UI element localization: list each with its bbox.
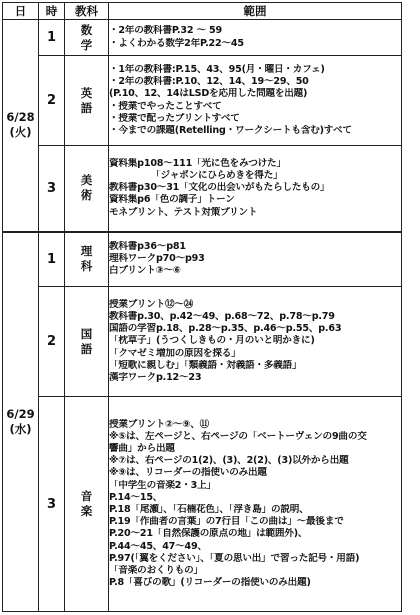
subject-label: 国語 [80,326,93,356]
header-subject: 教科 [65,3,109,20]
table-row [3,287,402,397]
period-cell: 2 [39,287,65,397]
exam-scope-table [2,2,402,612]
period-cell: 2 [39,56,65,146]
table-row [3,397,402,612]
scope-line: ※⑦は、右ページの1(2)、(3)、2(2)、(3)以外から出題 [109,455,349,467]
header-scope: 範囲 [109,3,402,20]
scope-line: P.19「作曲者の言葉」の7行目「この曲は」～最後まで [109,516,344,528]
scope-line: 理科ワークp70～p93 [109,253,205,265]
subject-cell-music [65,397,109,612]
scope-line: P.20～21「自然保護の原点の地」は範囲外)、 [109,528,308,540]
table-row [3,20,402,56]
scope-line: ・2年の教科書:P.10、12、14、19～29、50 [109,76,309,88]
scope-line: ・2年の教科書P.32 ～ 59 [109,25,222,37]
scope-line: 教科書p.30、p.42～49、p.68～72、p.78～p.79 [109,310,335,322]
subject-label: 数学 [80,22,93,52]
subject-cell-math [65,20,109,56]
scope-line: ※⑤は、左ページと、右ページの「ベートーヴェンの9曲の交 [109,430,367,442]
scope-line: 教科書p36～p81 [109,240,186,252]
scope-line: 授業プリント⑫～㉔ [109,298,194,310]
scope-line: P.8「喜びの歌」(リコーダーの指使いのみ出題) [109,577,311,589]
header-row [3,3,402,20]
header-period: 時 [39,3,65,20]
scope-cell [109,146,402,232]
table-row [3,232,402,287]
scope-cell [109,397,402,612]
scope-line: (P.10、12、14はLSDを応用した問題を出題) [109,88,308,100]
scope-line: 「枕草子」(うつくしきもの・月のいと明かきに) [109,335,315,347]
scope-line: P.14～15、 [109,491,163,503]
scope-line: ・授業でやったことすべて [109,100,222,112]
scope-cell [109,20,402,56]
scope-line: 「音楽のおくりもの」 [109,565,203,577]
scope-line: 漢字ワークp.12～23 [109,372,202,383]
scope-line: ・1年の教科書:P.15、43、95(月・曜日・カフェ) [109,63,325,75]
schedule-body [3,20,402,612]
scope-line: ・授業で配ったプリントすべて [109,112,240,124]
scope-line: 資料集p6「色の調子」トーン [109,194,235,206]
scope-line: 教科書p30～31「文化の出会いがもたらしたもの」 [109,182,330,194]
table-row [3,146,402,232]
scope-line: 「短歌に親しむ」「類義語・対義語・多義語」 [109,359,302,371]
period-cell: 1 [39,232,65,287]
scope-line: P.18「尾瀬」、「石楠花色」、「浮き島」の説明、 [109,504,309,515]
scope-line: 「中学生の音楽2・3上」 [109,479,216,491]
scope-line: ※⑨は、リコーダーの指使いのみ出題 [109,467,267,479]
scope-line: 響曲」から出題 [109,442,175,454]
scope-line: 「クマゼミ増加の原因を探る」 [109,347,241,359]
scope-cell [109,56,402,146]
scope-line: 資料集p108～111「光に色をみつけた」 [109,157,286,169]
subject-label: 音楽 [80,489,93,518]
scope-cell [109,287,402,397]
subject-cell-art [65,146,109,232]
date-label: 6/29 (水) [6,406,35,436]
date-cell-0628 [3,20,39,232]
subject-label: 理科 [80,244,93,274]
scope-line: ・よくわかる数学2年P.22～45 [109,37,244,49]
subject-cell-english [65,56,109,146]
subject-cell-science [65,232,109,287]
scope-line: P.97(「翼をください」、「夏の思い出」で習った記号・用語) [109,552,360,564]
scope-line: モネプリント、テスト対策プリント [109,206,258,218]
scope-line: 白プリント③～⑥ [109,265,181,277]
subject-cell-japanese [65,287,109,397]
period-cell: 3 [39,146,65,232]
scope-line: 授業プリント②～⑨、⑪ [109,418,210,430]
scope-line: 「ジャポンにひらめきを得た」 [109,169,283,181]
subject-label: 英語 [80,85,93,115]
scope-line: 国語の学習p.18、p.28～p.35、p.46～p.55、p.63 [109,323,342,335]
period-cell: 3 [39,397,65,612]
scope-line: ・今までの課題(Retelling・ワークシートも含む)すべて [109,124,352,136]
table-row [3,56,402,146]
date-cell-0629 [3,232,39,612]
scope-line: P.44～45、47～49、 [109,540,207,552]
period-cell: 1 [39,20,65,56]
date-label: 6/28 (火) [6,110,35,140]
header-date: 日 [3,3,39,20]
subject-label: 美術 [80,173,93,203]
scope-cell [109,232,402,287]
